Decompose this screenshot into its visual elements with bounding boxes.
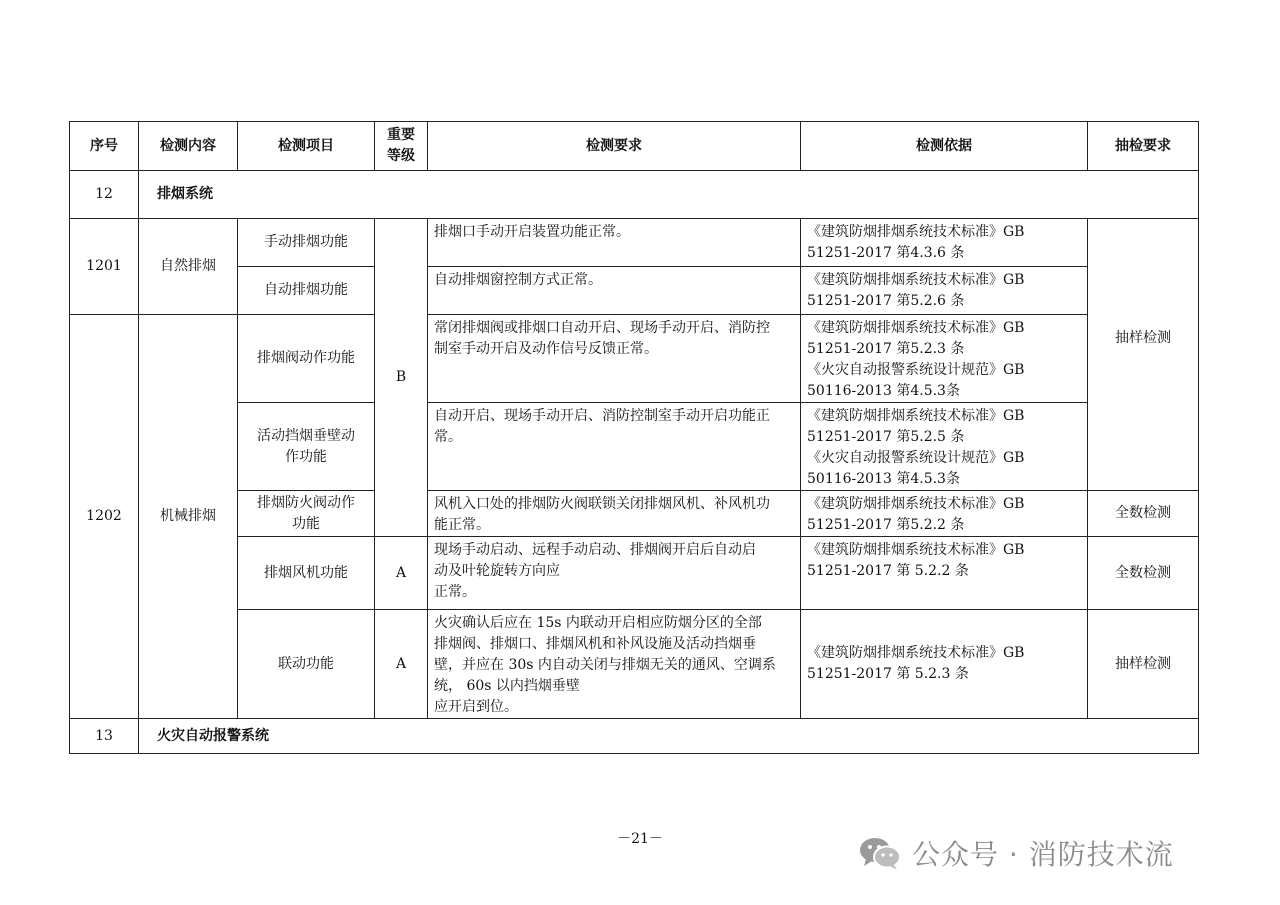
basis-line: 《建筑防烟排烟系统技术标准》GB bbox=[807, 224, 1025, 240]
page-number: －21－ bbox=[617, 831, 663, 847]
table-row bbox=[70, 267, 1199, 315]
basis-cell bbox=[801, 610, 1088, 719]
basis-line: 51251-2017 第5.2.3 条 bbox=[807, 341, 965, 357]
basis-line: 51251-2017 第5.2.5 条 bbox=[807, 429, 965, 445]
requirement-line: 壁，并应在 30s 内自动关闭与排烟无关的通风、空调系 bbox=[434, 657, 776, 673]
table-row bbox=[70, 403, 1199, 491]
section-row-12 bbox=[70, 171, 1199, 219]
basis-line: 51251-2017 第 5.2.3 条 bbox=[807, 666, 969, 682]
basis-cell bbox=[801, 219, 1088, 267]
basis-cell bbox=[801, 403, 1088, 491]
table-row bbox=[70, 219, 1199, 267]
header-seq: 序号 bbox=[70, 122, 139, 171]
requirement-line: 应开启到位。 bbox=[434, 699, 518, 715]
basis-cell bbox=[801, 315, 1088, 403]
item-line: 作功能 bbox=[285, 448, 327, 465]
basis-line: 51251-2017 第5.2.6 条 bbox=[807, 293, 965, 309]
inspection-table bbox=[69, 121, 1199, 754]
table-row bbox=[70, 610, 1199, 719]
requirement-cell bbox=[428, 610, 801, 719]
section-title: 排烟系统 bbox=[139, 171, 1199, 219]
basis-cell bbox=[801, 491, 1088, 537]
basis-cell bbox=[801, 537, 1088, 610]
item-line: 排烟防火阀动作 bbox=[257, 494, 355, 511]
requirement-line: 制室手动开启及动作信号反馈正常。 bbox=[434, 341, 658, 357]
table-row bbox=[70, 315, 1199, 403]
item-cell bbox=[238, 491, 375, 537]
requirement-line: 正常。 bbox=[434, 584, 476, 600]
basis-line: 50116-2013 第4.5.3条 bbox=[807, 383, 960, 399]
requirement-line: 统， 60s 以内挡烟垂壁 bbox=[434, 678, 580, 694]
requirement-cell bbox=[428, 403, 801, 491]
watermark-text: 公众号 · 消防技术流 bbox=[912, 838, 1174, 871]
header-item: 检测项目 bbox=[238, 122, 375, 171]
sampling-cell: 抽样检测 bbox=[1088, 610, 1199, 719]
basis-line: 50116-2013 第4.5.3条 bbox=[807, 471, 960, 487]
requirement-line: 火灾确认后应在 15s 内联动开启相应防烟分区的全部 bbox=[434, 615, 762, 631]
basis-line: 《火灾自动报警系统设计规范》GB bbox=[807, 362, 1025, 378]
item-cell: 自动排烟功能 bbox=[238, 267, 375, 315]
requirement-line: 现场手动启动、远程手动启动、排烟阀开启后自动启 bbox=[434, 542, 756, 558]
header-requirement: 检测要求 bbox=[428, 122, 801, 171]
section-row-13 bbox=[70, 719, 1199, 754]
requirement-cell bbox=[428, 315, 801, 403]
item-line: 功能 bbox=[292, 515, 320, 532]
basis-line: 《火灾自动报警系统设计规范》GB bbox=[807, 450, 1025, 466]
basis-line: 《建筑防烟排烟系统技术标准》GB bbox=[807, 272, 1025, 288]
basis-line: 《建筑防烟排烟系统技术标准》GB bbox=[807, 645, 1025, 661]
basis-cell bbox=[801, 267, 1088, 315]
section-number: 12 bbox=[70, 171, 139, 219]
group-number: 1201 bbox=[70, 219, 139, 315]
section-number: 13 bbox=[70, 719, 139, 754]
group-number: 1202 bbox=[70, 315, 139, 719]
basis-line: 《建筑防烟排烟系统技术标准》GB bbox=[807, 542, 1025, 558]
requirement-line: 能正常。 bbox=[434, 517, 490, 533]
requirement-line: 风机入口处的排烟防火阀联锁关闭排烟风机、补风机功 bbox=[434, 496, 770, 512]
item-cell: 联动功能 bbox=[238, 610, 375, 719]
header-grade bbox=[375, 122, 428, 171]
header-row bbox=[70, 122, 1199, 171]
grade-cell: A bbox=[375, 610, 428, 719]
watermark bbox=[858, 833, 1174, 873]
sampling-cell: 全数检测 bbox=[1088, 537, 1199, 610]
table-row bbox=[70, 537, 1199, 610]
group-content: 自然排烟 bbox=[139, 219, 238, 315]
header-sampling: 抽检要求 bbox=[1088, 122, 1199, 171]
basis-line: 《建筑防烟排烟系统技术标准》GB bbox=[807, 408, 1025, 424]
basis-line: 51251-2017 第4.3.6 条 bbox=[807, 245, 965, 261]
requirement-line: 自动开启、现场手动开启、消防控制室手动开启功能正 bbox=[434, 408, 770, 424]
header-grade-line2: 等级 bbox=[387, 148, 415, 164]
sampling-cell: 抽样检测 bbox=[1088, 219, 1199, 491]
requirement-line: 排烟阀、排烟口、排烟风机和补风设施及活动挡烟垂 bbox=[434, 636, 756, 652]
requirement-cell: 排烟口手动开启装置功能正常。 bbox=[428, 219, 801, 267]
basis-line: 51251-2017 第 5.2.2 条 bbox=[807, 563, 969, 579]
basis-line: 《建筑防烟排烟系统技术标准》GB bbox=[807, 320, 1025, 336]
requirement-line: 常。 bbox=[434, 429, 462, 445]
item-cell: 手动排烟功能 bbox=[238, 219, 375, 267]
requirement-line: 动及叶轮旋转方向应 bbox=[434, 563, 560, 579]
header-basis: 检测依据 bbox=[801, 122, 1088, 171]
item-line: 活动挡烟垂壁动 bbox=[257, 427, 355, 444]
section-title: 火灾自动报警系统 bbox=[139, 719, 1199, 754]
grade-cell: A bbox=[375, 537, 428, 610]
item-cell: 排烟风机功能 bbox=[238, 537, 375, 610]
group-content: 机械排烟 bbox=[139, 315, 238, 719]
grade-cell: B bbox=[375, 219, 428, 537]
requirement-cell: 自动排烟窗控制方式正常。 bbox=[428, 267, 801, 315]
item-cell: 排烟阀动作功能 bbox=[238, 315, 375, 403]
requirement-line: 常闭排烟阀或排烟口自动开启、现场手动开启、消防控 bbox=[434, 320, 770, 336]
table-row bbox=[70, 491, 1199, 537]
wechat-icon bbox=[858, 835, 902, 871]
sampling-cell: 全数检测 bbox=[1088, 491, 1199, 537]
requirement-cell bbox=[428, 491, 801, 537]
header-grade-line1: 重要 bbox=[387, 127, 415, 143]
basis-line: 《建筑防烟排烟系统技术标准》GB bbox=[807, 496, 1025, 512]
basis-line: 51251-2017 第5.2.2 条 bbox=[807, 517, 965, 533]
requirement-cell bbox=[428, 537, 801, 610]
header-content: 检测内容 bbox=[139, 122, 238, 171]
item-cell bbox=[238, 403, 375, 491]
